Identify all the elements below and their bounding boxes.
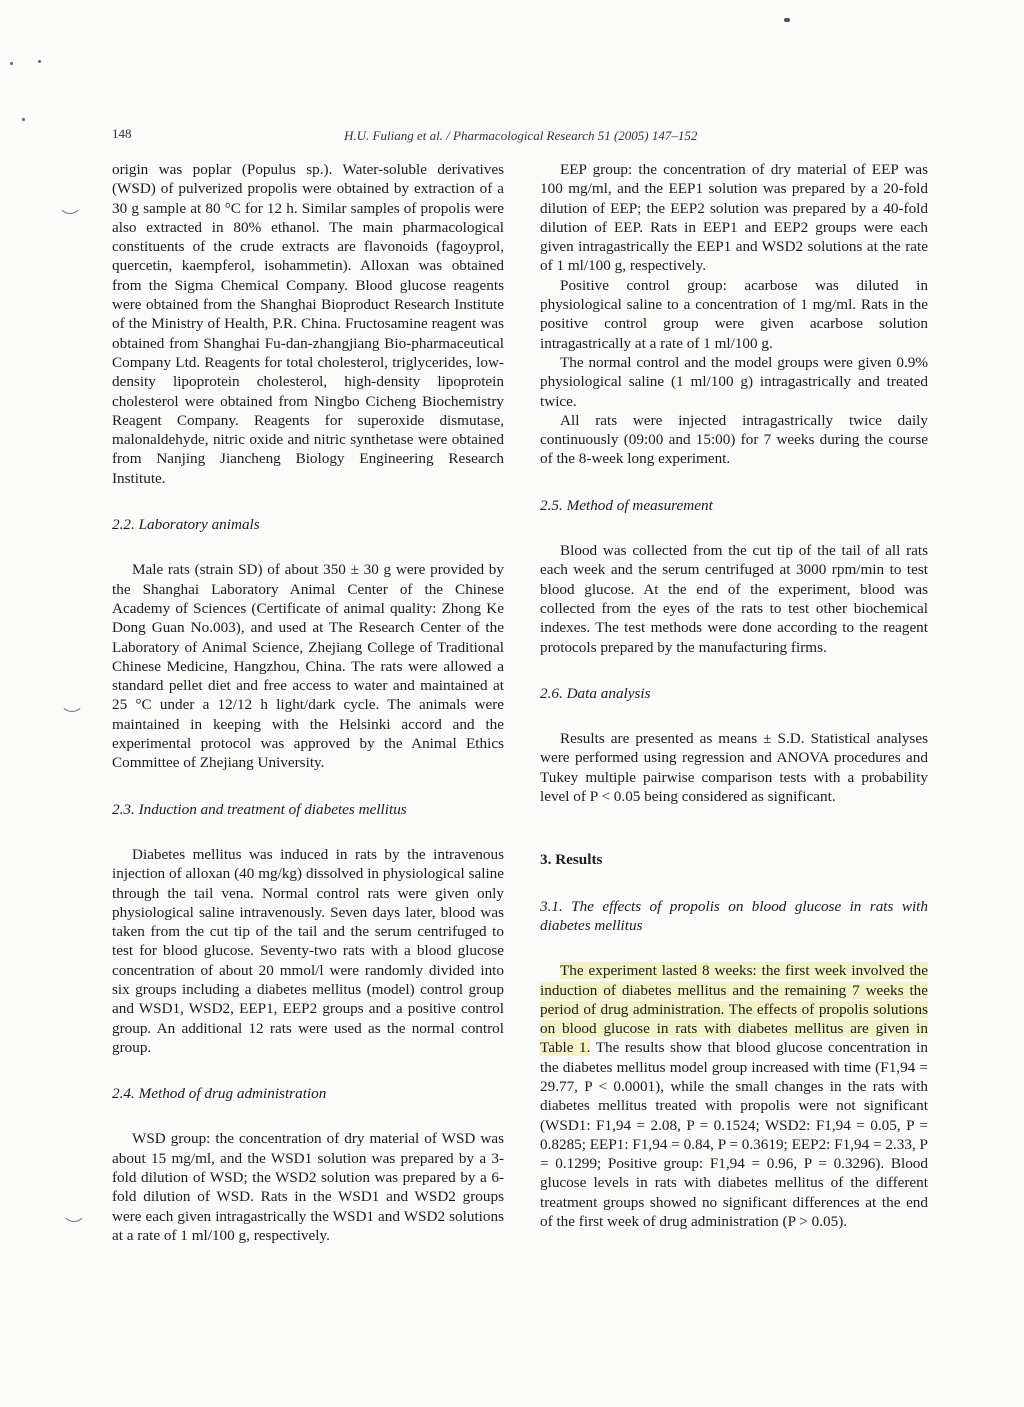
right-column bbox=[540, 160, 928, 1231]
punch-hole-mark bbox=[62, 1208, 86, 1222]
section-heading-2-4: 2.4. Method of drug administration bbox=[112, 1085, 327, 1103]
injection-schedule-paragraph: All rats were injected intragastrically twice daily continuously (09:00 and 15:00) for 7 weeks during the course of the 8-week long experiment. bbox=[540, 411, 928, 468]
section-heading-2-3: 2.3. Induction and treatment of diabetes mellitus bbox=[112, 800, 407, 818]
animals-paragraph: Male rats (strain SD) of about 350 ± 30 g were provided by the Shanghai Laboratory Animal Center of the Chinese Academy of Sciences (Certificate of animal quality: Zhong Ke Dong Guan No.003), and used at The Research Center of the Laboratory of Animal Science, Zhejiang College of Traditional Chinese Medicine, Hangzhou, China. The rats were allowed a standard pellet diet and free access to water and maintained at 25 °C under a 12/12 h light/dark cycle. The animals were maintained in keeping with the Helsinki accord and the experimental protocol was approved by the Animal Ethics Committee of Zhejiang University. bbox=[112, 561, 504, 772]
highlighted-text: The experiment lasted 8 weeks: the first week involved the induction of diabetes mellitus and the remaining 7 weeks the period of drug administration. The effects of propolis solutions on blood glucose in rats with diabetes mellitus are given in Table 1. bbox=[540, 962, 928, 1057]
section-heading-3: 3. Results bbox=[540, 851, 603, 869]
normal-control-paragraph: The normal control and the model groups were given 0.9% physiological saline (1 ml/100 g) intragastrically and treated twice. bbox=[540, 353, 928, 410]
section-heading-2-6: 2.6. Data analysis bbox=[540, 684, 651, 702]
materials-paragraph: origin was poplar (Populus sp.). Water-soluble derivatives (WSD) of pulverized propolis were obtained by extraction of a 30 g sample at 80 °C for 12 h. Similar samples of propolis were also extracted in 80% ethanol. The main pharmacological constituents of the crude extracts are flavonoids (fagoyprol, quercetin, kaempferol, isohammetin). Alloxan was obtained from the Sigma Chemical Company. Blood glucose reagents were obtained from the Shanghai Bioproduct Research Institute of the Ministry of Health, P.R. China. Fructosamine reagent was obtained from Shanghai Fu-dan-zhangjiang Bio-pharmaceutical Company Ltd. Reagents for total cholesterol, triglycerides, low-density lipoprotein cholesterol, high-density lipoprotein cholesterol were obtained from Ningbo Cicheng Biochemistry Reagent Company. Reagents for superoxide dismutase, malonaldehyde, nitric oxide and nitric synthetase were obtained from Nanjing Jiancheng Biology Engineering Research Institute. bbox=[112, 161, 504, 487]
results-paragraph bbox=[540, 961, 928, 1231]
induction-paragraph: Diabetes mellitus was induced in rats by the intravenous injection of alloxan (40 mg/kg) dissolved in physiological saline through the tail vena. Normal control rats were given only physiological saline intravenously. Seven days later, blood was taken from the cut tip of the tail and the serum centrifuged to test for blood glucose. Seventy-two rats with a blood glucose concentration of about 20 mmol/l were randomly divided into six groups including a diabetes mellitus (model) control group and WSD1, WSD2, EEP1, EEP2 groups and a positive control group. An additional 12 rats were used as the normal control group. bbox=[112, 845, 504, 1056]
measurement-paragraph: Blood was collected from the cut tip of the tail of all rats each week and the serum centrifuged at 3000 rpm/min to test blood glucose. At the end of the experiment, blood was collected from the eyes of the rats to test other biochemical indexes. The test methods were done according to the reagent protocols prepared by the manufacturing firms. bbox=[540, 542, 928, 656]
section-heading-2-2: 2.2. Laboratory animals bbox=[112, 516, 260, 534]
scan-dot bbox=[10, 62, 13, 65]
punch-hole-mark bbox=[60, 698, 84, 712]
left-column bbox=[112, 160, 504, 1245]
positive-control-paragraph: Positive control group: acarbose was diluted in physiological saline to a concentration of 1 mg/ml. Rats in the positive control group were given acarbose solution intragastrically at a rate of 1 ml/100 g. bbox=[540, 276, 928, 352]
drug-administration-paragraph: WSD group: the concentration of dry material of WSD was about 15 mg/ml, and the WSD1 solution was prepared by a 3-fold dilution of WSD; the WSD2 solution was prepared by a 6-fold dilution of WSD. Rats in the WSD1 and WSD2 groups were each given intragastrically the WSD1 and WSD2 solutions at a rate of 1 ml/100 g, respectively. bbox=[112, 1130, 504, 1244]
section-heading-2-5: 2.5. Method of measurement bbox=[540, 496, 713, 514]
page-number: 148 bbox=[112, 126, 132, 141]
scan-speck bbox=[784, 18, 790, 22]
eep-paragraph: EEP group: the concentration of dry material of EEP was 100 mg/ml, and the EEP1 solution was prepared by a 20-fold dilution of EEP; the EEP2 solution was prepared by a 40-fold dilution of EEP. Rats in EEP1 and EEP2 groups were each given intragastrically the EEP1 and WSD2 solutions at the rate of 1 ml/100 g, respectively. bbox=[540, 161, 928, 275]
scan-dot bbox=[38, 60, 41, 63]
results-text: The results show that blood glucose concentration in the diabetes mellitus model group increased with time (F1,94 = 29.77, P < 0.0001), while the small changes in the rats with diabetes mellitus treated with propolis were not significant (WSD1: F1,94 = 2.08, P = 0.1524; WSD2: F1,94 = 0.05, P = 0.8285; EEP1: F1,94 = 0.84, P = 0.3619; EEP2: F1,94 = 2.33, P = 0.1299; Positive group: F1,94 = 0.96, P = 0.3296). Blood glucose levels in rats with diabetes mellitus of the different treatment groups showed no significant differences at the end of the first week of drug administration (P > 0.05). bbox=[540, 1039, 928, 1231]
section-heading-3-1: 3.1. The effects of propolis on blood glucose in rats with diabetes mellitus bbox=[540, 897, 928, 934]
scan-dot bbox=[22, 118, 25, 121]
punch-hole-mark bbox=[58, 200, 82, 214]
running-head: H.U. Fuliang et al. / Pharmacological Research 51 (2005) 147–152 bbox=[344, 128, 698, 143]
data-analysis-paragraph: Results are presented as means ± S.D. Statistical analyses were performed using regression and ANOVA procedures and Tukey multiple pairwise comparison tests with a probability level of P < 0.05 being considered as significant. bbox=[540, 730, 928, 806]
